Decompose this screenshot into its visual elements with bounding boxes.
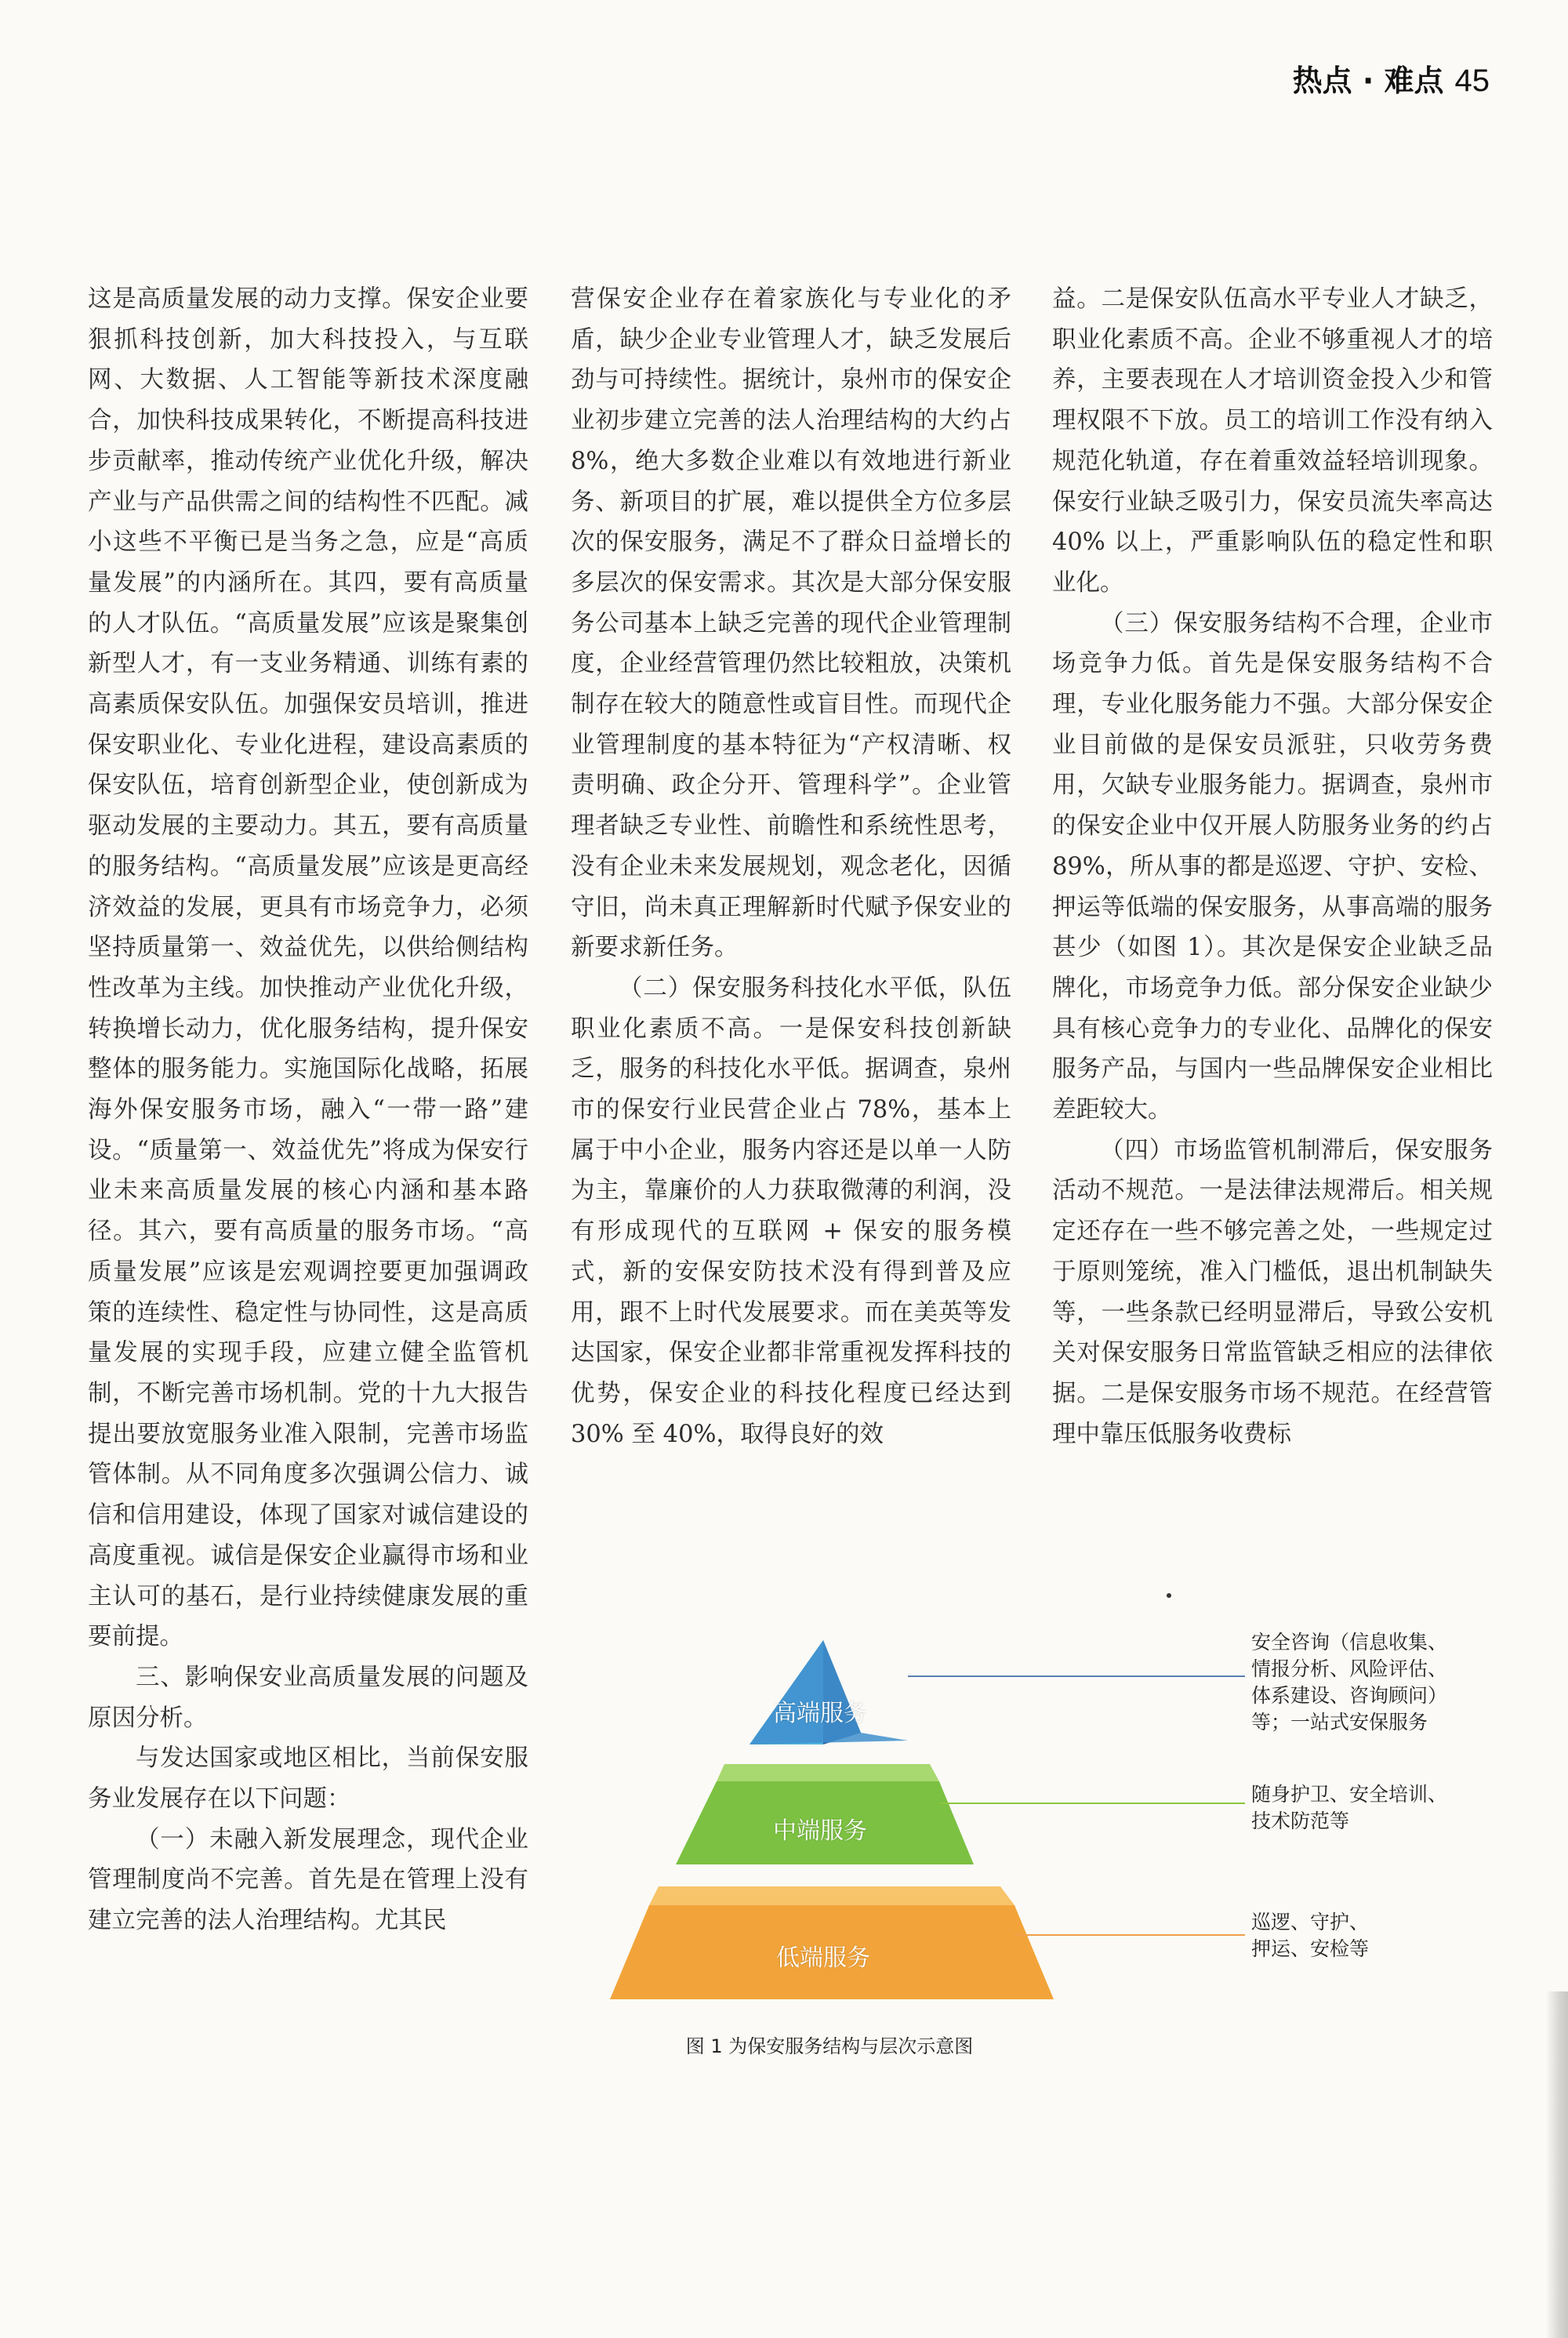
section-name: 热点 · 难点 — [1292, 64, 1444, 98]
tier-label-low: 低端服务 — [776, 1944, 870, 1972]
tier-low-top — [649, 1886, 1014, 1905]
paragraph: 益。二是保安队伍高水平专业人才缺乏，职业化素质不高。企业不够重视人才的培养，主要表现在人才培训资金投入少和管理权限不下放。员工的培训工作没有纳入规范化轨道，存在着重效益轻培训现象。保安行业缺乏吸引力，保安员流失率高达 40% 以上，严重影响队伍的稳定性和职业化。 — [1052, 285, 1493, 597]
page-edge-shadow — [1546, 1991, 1568, 2338]
running-header — [1293, 56, 1490, 100]
annotation-high: 安全咨询（信息收集、 情报分析、风险评估、 体系建设、咨询顾问） 等；一站式安保服务 — [1251, 1631, 1448, 1734]
tier-label-high: 高端服务 — [773, 1700, 867, 1727]
section-heading: 三、影响保安业高质量发展的问题及原因分析。 — [88, 1663, 528, 1732]
annotation-low: 巡逻、守护、 押运、安检等 — [1251, 1911, 1370, 1960]
paragraph: 与发达国家或地区相比，当前保安服务业发展存在以下问题： — [88, 1744, 528, 1813]
paragraph: 这是高质量发展的动力支撑。保安企业要狠抓科技创新，加大科技投入，与互联网、大数据、人工智能等新技术深度融合，加快科技成果转化，不断提高科技进步贡献率，推动传统产业优化升级，解决产业与产品供需之间的结构性不匹配。减小这些不平衡已是当务之急，应是“高质量发展”的内涵所在。其四，要有高质量的人才队伍。“高质量发展”应该是聚集创新型人才，有一支业务精通、训练有素的高素质保安队伍。加强保安员培训，推进保安职业化、专业化进程，建设高素质的保安队伍，培育创新型企业，使创新成为驱动发展的主要动力。其五，要有高质量的服务结构。“高质量发展”应该是更高经济效益的发展，更具有市场竞争力，必须坚持质量第一、效益优先，以供给侧结构性改革为主线。加快推动产业优化升级，转换增长动力，优化服务结构，提升保安整体的服务能力。实施国际化战略，拓展海外保安服务市场，融入“一带一路”建设。“质量第一、效益优先”将成为保安行业未来高质量发展的核心内涵和基本路径。其六，要有高质量的服务市场。“高质量发展”应该是宏观调控要更加强调政策的连续性、稳定性与协同性，这是高质量发展的实现手段，应建立健全监管机制，不断完善市场机制。党的十九大报告提出要放宽服务业准入限制，完善市场监管体制。从不同角度多次强调公信力、诚信和信用建设，体现了国家对诚信建设的高度重视。诚信是保安企业赢得市场和业主认可的基石，是行业持续健康发展的重要前提。 — [88, 285, 528, 1651]
tier-mid-top — [717, 1764, 939, 1781]
pyramid-figure — [571, 1576, 1512, 2062]
annotation-mid: 随身护卫、安全培训、 技术防范等 — [1251, 1783, 1448, 1832]
paragraph: 营保安企业存在着家族化与专业化的矛盾，缺少企业专业管理人才，缺乏发展后劲与可持续性。据统计，泉州市的保安企业初步建立完善的法人治理结构的大约占 8%，绝大多数企业难以有效地进行新业务、新项目的扩展，难以提供全方位多层次的保安服务，满足不了群众日益增长的多层次的保安需求。其次是大部分保安服务公司基本上缺乏完善的现代企业管理制度，企业经营管理仍然比较粗放，决策机制存在较大的随意性或盲目性。而现代企业管理制度的基本特征为“产权清晰、权责明确、政企分开、管理科学”。企业管理者缺乏专业性、前瞻性和系统性思考，没有企业未来发展规划，观念老化，因循守旧，尚未真正理解新时代赋予保安业的新要求新任务。 — [571, 285, 1011, 962]
text-column-2 — [571, 279, 1011, 1529]
paragraph: （四）市场监管机制滞后，保安服务活动不规范。一是法律法规滞后。相关规定还存在一些不够完善之处，一些规定过于原则笼统，准入门槛低，退出机制缺失等，一些条款已经明显滞后，导致公安机关对保安服务日常监管缺乏相应的法律依据。二是保安服务市场不规范。在经营管理中靠压低服务收费标 — [1052, 1136, 1493, 1448]
tier-label-mid: 中端服务 — [773, 1817, 867, 1845]
text-column-3 — [1052, 279, 1493, 1529]
paragraph: （三）保安服务结构不合理，企业市场竞争力低。首先是保安服务结构不合理，专业化服务能力不强。大部分保安企业目前做的是保安员派驻，只收劳务费用，欠缺专业服务能力。据调查，泉州市的保安企业中仅开展人防服务业务的约占 89%，所从事的都是巡逻、守护、安检、押运等低端的保安服务，从事高端的服务甚少（如图 1）。其次是保安企业缺乏品牌化，市场竞争力低。部分保安企业缺少具有核心竞争力的专业化、品牌化的保安服务产品，与国内一些品牌保安企业相比差距较大。 — [1052, 609, 1493, 1124]
page-number: 45 — [1454, 64, 1490, 98]
paragraph: （二）保安服务科技化水平低，队伍职业化素质不高。一是保安科技创新缺乏，服务的科技化水平低。据调查，泉州市的保安行业民营企业占 78%，基本上属于中小企业，服务内容还是以单一人防为主，靠廉价的人力获取微薄的利润，没有形成现代的互联网 + 保安的服务模式，新的安保安防技术没有得到普及应用，跟不上时代发展要求。而在美英等发达国家，保安企业都非常重视发挥科技的优势，保安企业的科技化程度已经达到 30% 至 40%，取得良好的效 — [571, 974, 1011, 1448]
figure-caption: 图 1 为保安服务结构与层次示意图 — [685, 2035, 974, 2057]
tier-high-front — [750, 1640, 908, 1744]
paragraph: （一）未融入新发展理念，现代企业管理制度尚不完善。首先是在管理上没有建立完善的法人治理结构。尤其民 — [88, 1825, 528, 1935]
text-column-1 — [88, 279, 528, 1941]
